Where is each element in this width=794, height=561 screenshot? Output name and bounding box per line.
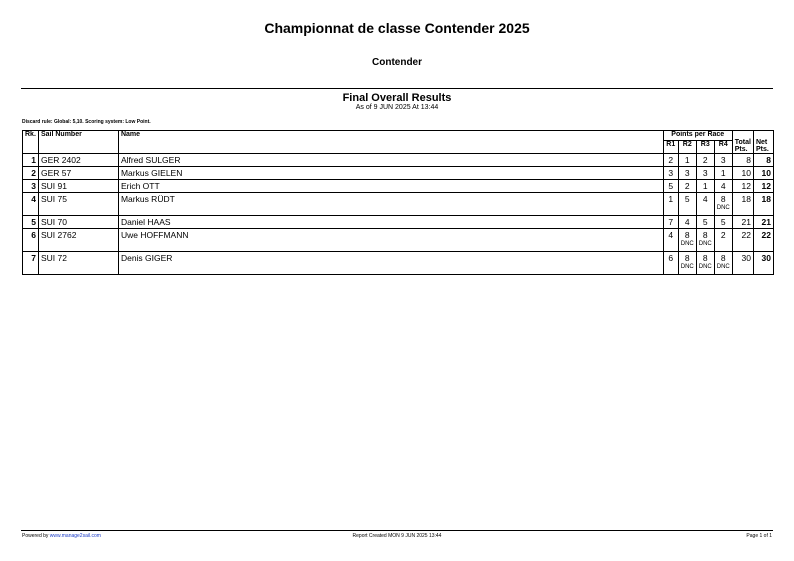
race-cell: 1 (714, 167, 732, 180)
report-title: Final Overall Results (342, 92, 452, 104)
penalty-code: DNC (698, 241, 712, 247)
net-cell: 21 (753, 216, 773, 229)
sail-cell: SUI 75 (38, 193, 118, 216)
header-r1: R1 (663, 141, 678, 154)
race-cell: 3 (714, 154, 732, 167)
manage2sail-link[interactable]: www.manage2sail.com (49, 533, 101, 539)
header-total: Total Pts. (732, 131, 753, 154)
rank-cell: 4 (23, 193, 39, 216)
table-row (23, 180, 774, 193)
report-subtitle: As of 9 JUN 2025 At 13:44 (355, 104, 439, 111)
race-cell: 4 (663, 229, 678, 252)
total-cell: 18 (732, 193, 753, 216)
header-r4: R4 (714, 141, 732, 154)
class-name: Contender (372, 57, 422, 68)
rank-cell: 2 (23, 167, 39, 180)
table-row (23, 229, 774, 252)
table-row (23, 167, 774, 180)
total-cell: 10 (732, 167, 753, 180)
race-cell: 5 (663, 180, 678, 193)
header-name: Name (118, 131, 663, 154)
header-rank: Rk. (23, 131, 39, 154)
sail-cell: SUI 72 (38, 252, 118, 275)
race-cell: 1 (663, 193, 678, 216)
results-table (22, 130, 774, 275)
race-cell: 6 (663, 252, 678, 275)
race-cell: 7 (663, 216, 678, 229)
net-cell: 12 (753, 180, 773, 193)
header-r3: R3 (696, 141, 714, 154)
race-cell: 3 (696, 167, 714, 180)
race-cell: 2 (678, 180, 696, 193)
name-cell: Markus GIELEN (118, 167, 663, 180)
race-cell: 8 DNC (678, 252, 696, 275)
race-cell: 8 DNC (696, 252, 714, 275)
sail-cell: SUI 91 (38, 180, 118, 193)
sail-cell: SUI 2762 (38, 229, 118, 252)
race-cell: 2 (714, 229, 732, 252)
sail-cell: GER 57 (38, 167, 118, 180)
rank-cell: 3 (23, 180, 39, 193)
table-row (23, 154, 774, 167)
net-cell: 10 (753, 167, 773, 180)
name-cell: Alfred SULGER (118, 154, 663, 167)
race-cell: 5 (696, 216, 714, 229)
total-cell: 30 (732, 252, 753, 275)
penalty-code: DNC (680, 241, 694, 247)
race-cell: 4 (696, 193, 714, 216)
net-cell: 22 (753, 229, 773, 252)
race-cell: 4 (678, 216, 696, 229)
race-cell: 3 (663, 167, 678, 180)
table-row (23, 252, 774, 275)
name-cell: Denis GIGER (118, 252, 663, 275)
sail-cell: GER 2402 (38, 154, 118, 167)
rank-cell: 7 (23, 252, 39, 275)
penalty-code: DNC (716, 264, 730, 270)
race-cell: 8 DNC (678, 229, 696, 252)
race-cell: 1 (678, 154, 696, 167)
footer-page-number: Page 1 of 1 (746, 533, 772, 539)
rank-cell: 1 (23, 154, 39, 167)
net-cell: 18 (753, 193, 773, 216)
net-cell: 30 (753, 252, 773, 275)
race-cell: 8 DNC (714, 252, 732, 275)
race-cell: 8 DNC (714, 193, 732, 216)
header-divider (21, 88, 773, 89)
name-cell: Daniel HAAS (118, 216, 663, 229)
sail-cell: SUI 70 (38, 216, 118, 229)
discard-rule: Discard rule: Global: 5,10. Scoring system: Low Point. (22, 119, 151, 125)
penalty-code: DNC (716, 205, 730, 211)
table-row (23, 216, 774, 229)
powered-by-label: Powered by (22, 533, 49, 539)
footer-report-created: Report Created MON 9 JUN 2025 13:44 (352, 533, 442, 539)
race-cell: 2 (696, 154, 714, 167)
race-cell: 5 (714, 216, 732, 229)
net-cell: 8 (753, 154, 773, 167)
header-r2: R2 (678, 141, 696, 154)
table-row (23, 193, 774, 216)
penalty-code: DNC (680, 264, 694, 270)
race-cell: 3 (678, 167, 696, 180)
race-cell: 1 (696, 180, 714, 193)
total-cell: 22 (732, 229, 753, 252)
footer-divider (21, 530, 773, 531)
total-cell: 21 (732, 216, 753, 229)
race-cell: 8 DNC (696, 229, 714, 252)
name-cell: Uwe HOFFMANN (118, 229, 663, 252)
event-title: Championnat de classe Contender 2025 (264, 20, 530, 36)
header-net: Net Pts. (753, 131, 773, 154)
race-cell: 4 (714, 180, 732, 193)
total-cell: 12 (732, 180, 753, 193)
rank-cell: 6 (23, 229, 39, 252)
name-cell: Markus RÜDT (118, 193, 663, 216)
race-cell: 5 (678, 193, 696, 216)
header-sail-number: Sail Number (38, 131, 118, 154)
rank-cell: 5 (23, 216, 39, 229)
total-cell: 8 (732, 154, 753, 167)
header-points-per-race: Points per Race (663, 131, 732, 141)
penalty-code: DNC (698, 264, 712, 270)
race-cell: 2 (663, 154, 678, 167)
name-cell: Erich OTT (118, 180, 663, 193)
